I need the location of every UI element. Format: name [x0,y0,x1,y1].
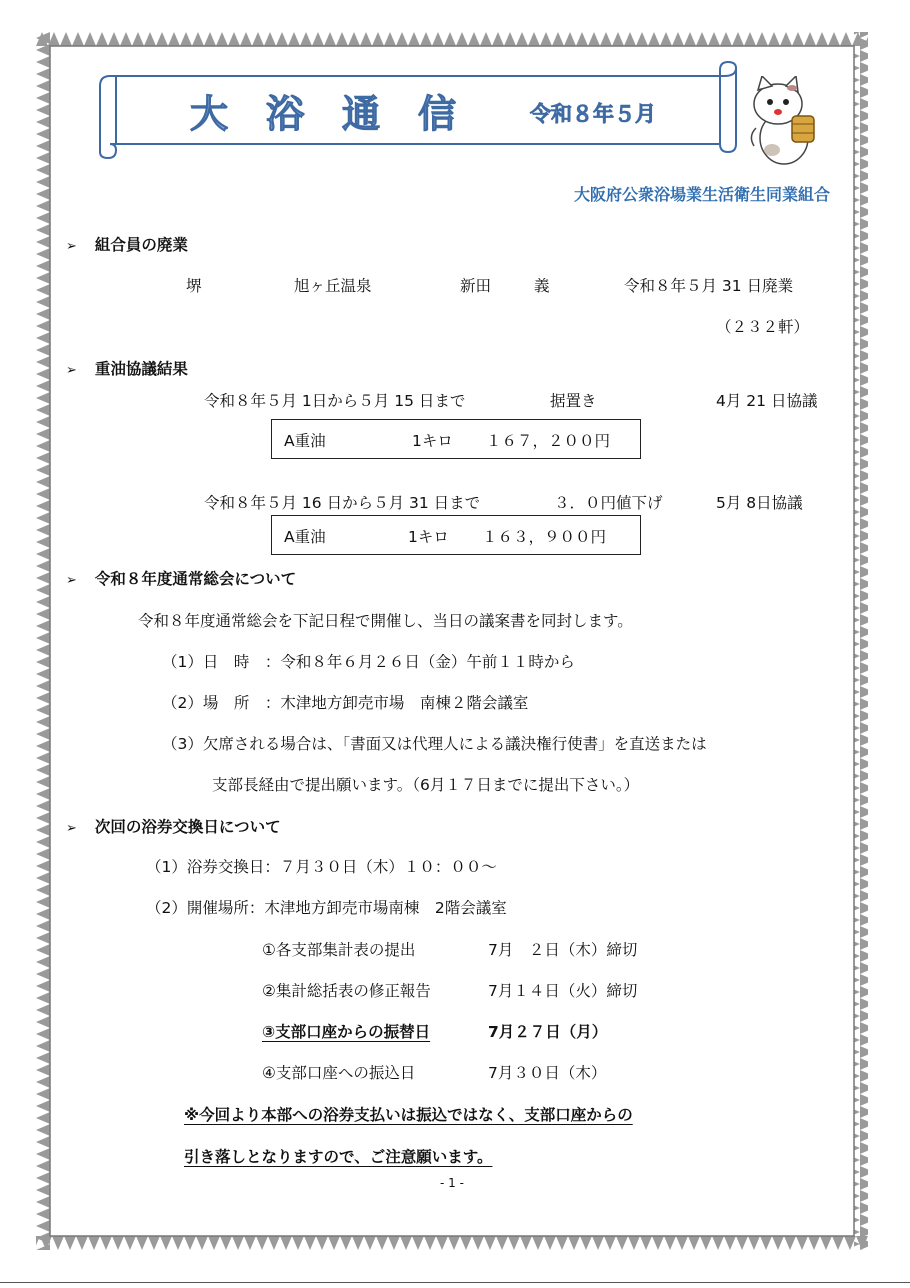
closure-date: 令和８年５月 31 日廃業 [624,277,794,295]
arrow-bullet-icon: ➢ [66,239,77,254]
organization-name: 大阪府公衆浴場業生活衛生同業組合 [573,185,830,204]
meeting-place: （2）場 所 ：木津地方卸売市場 南棟２階会議室 [162,694,529,712]
zigzag-border [36,32,868,1250]
step-3-row [262,1020,632,1042]
notice-line-1: ※今回より本部への浴券支払いは振込ではなく、支部口座からの [184,1106,633,1124]
fuel-period-1: 令和８年５月 1日から５月 15 日まで [204,392,466,410]
meeting-datetime: （1）日 時 ：令和８年６月２６日（金）午前１１時から [162,653,575,671]
member-count: （２３２軒） [716,318,810,336]
notice-line-2: 引き落しとなりますので、ご注意願います。 [184,1148,493,1166]
fuel-result-1: 据置き [550,392,597,410]
section-heading-ticket: ➢ 次回の浴券交換日について [66,818,281,836]
section-heading-meeting: ➢ 令和８年度通常総会について [66,570,297,588]
section-heading-closure: ➢ 組合員の廃業 [66,236,188,254]
meeting-absence-cont: 支部長経由で提出願います。（6月１７日までに提出下さい。） [212,776,640,794]
fuel-result-2: ３．０円値下げ [554,494,663,512]
section-heading-fuel: ➢ 重油協議結果 [66,360,188,378]
fuel-price-box-2: A重油 1キロ １６３，９００円 [271,515,641,555]
closure-bath: 旭ヶ丘温泉 [294,277,372,295]
step-2-date: 7月１４日（火）締切 [488,982,638,1000]
maneki-cat-icon [748,76,824,168]
issue-date: 令和８年５月 [530,102,656,126]
page-number: - 1 - [440,1176,464,1190]
arrow-bullet-icon: ➢ [66,821,77,836]
page-divider [0,1282,910,1283]
ticket-exchange-date: （1）浴券交換日：７月３０日（木）１０：００～ [146,858,497,876]
newsletter-title: 大浴通信 [190,91,495,136]
step-1-date: 7月 ２日（木）締切 [488,941,638,959]
fuel-agreed-2: 5月 8日協議 [716,494,803,512]
step-4-date: 7月３０日（木） [488,1064,607,1082]
fuel-period-2: 令和８年５月 16 日から５月 31 日まで [204,494,481,512]
meeting-intro: 令和８年度通常総会を下記日程で開催し、当日の議案書を同封します。 [138,612,633,630]
page-border [36,32,868,1250]
fuel-price-box-1: A重油 1キロ １６７，２００円 [271,419,641,459]
ticket-exchange-place: （2）開催場所：木津地方卸売市場南棟 2階会議室 [146,899,507,917]
arrow-bullet-icon: ➢ [66,573,77,588]
step-1-label: ①各支部集計表の提出 [262,941,416,959]
fuel-agreed-1: 4月 21 日協議 [716,392,818,410]
step-3-label: ③支部口座からの振替日 [262,1023,431,1041]
closure-area: 堺 [186,277,202,295]
closure-owner-family: 新田 [460,277,492,295]
step-2-label: ②集計総括表の修正報告 [262,982,431,1000]
meeting-absence: （3）欠席される場合は、「書面又は代理人による議決権行使書」を直送または [162,735,707,753]
arrow-bullet-icon: ➢ [66,363,77,378]
closure-owner-given: 義 [534,277,550,295]
step-4-label: ④支部口座への振込日 [262,1064,416,1082]
step-3-date: 7月２７日（月） [488,1023,608,1041]
